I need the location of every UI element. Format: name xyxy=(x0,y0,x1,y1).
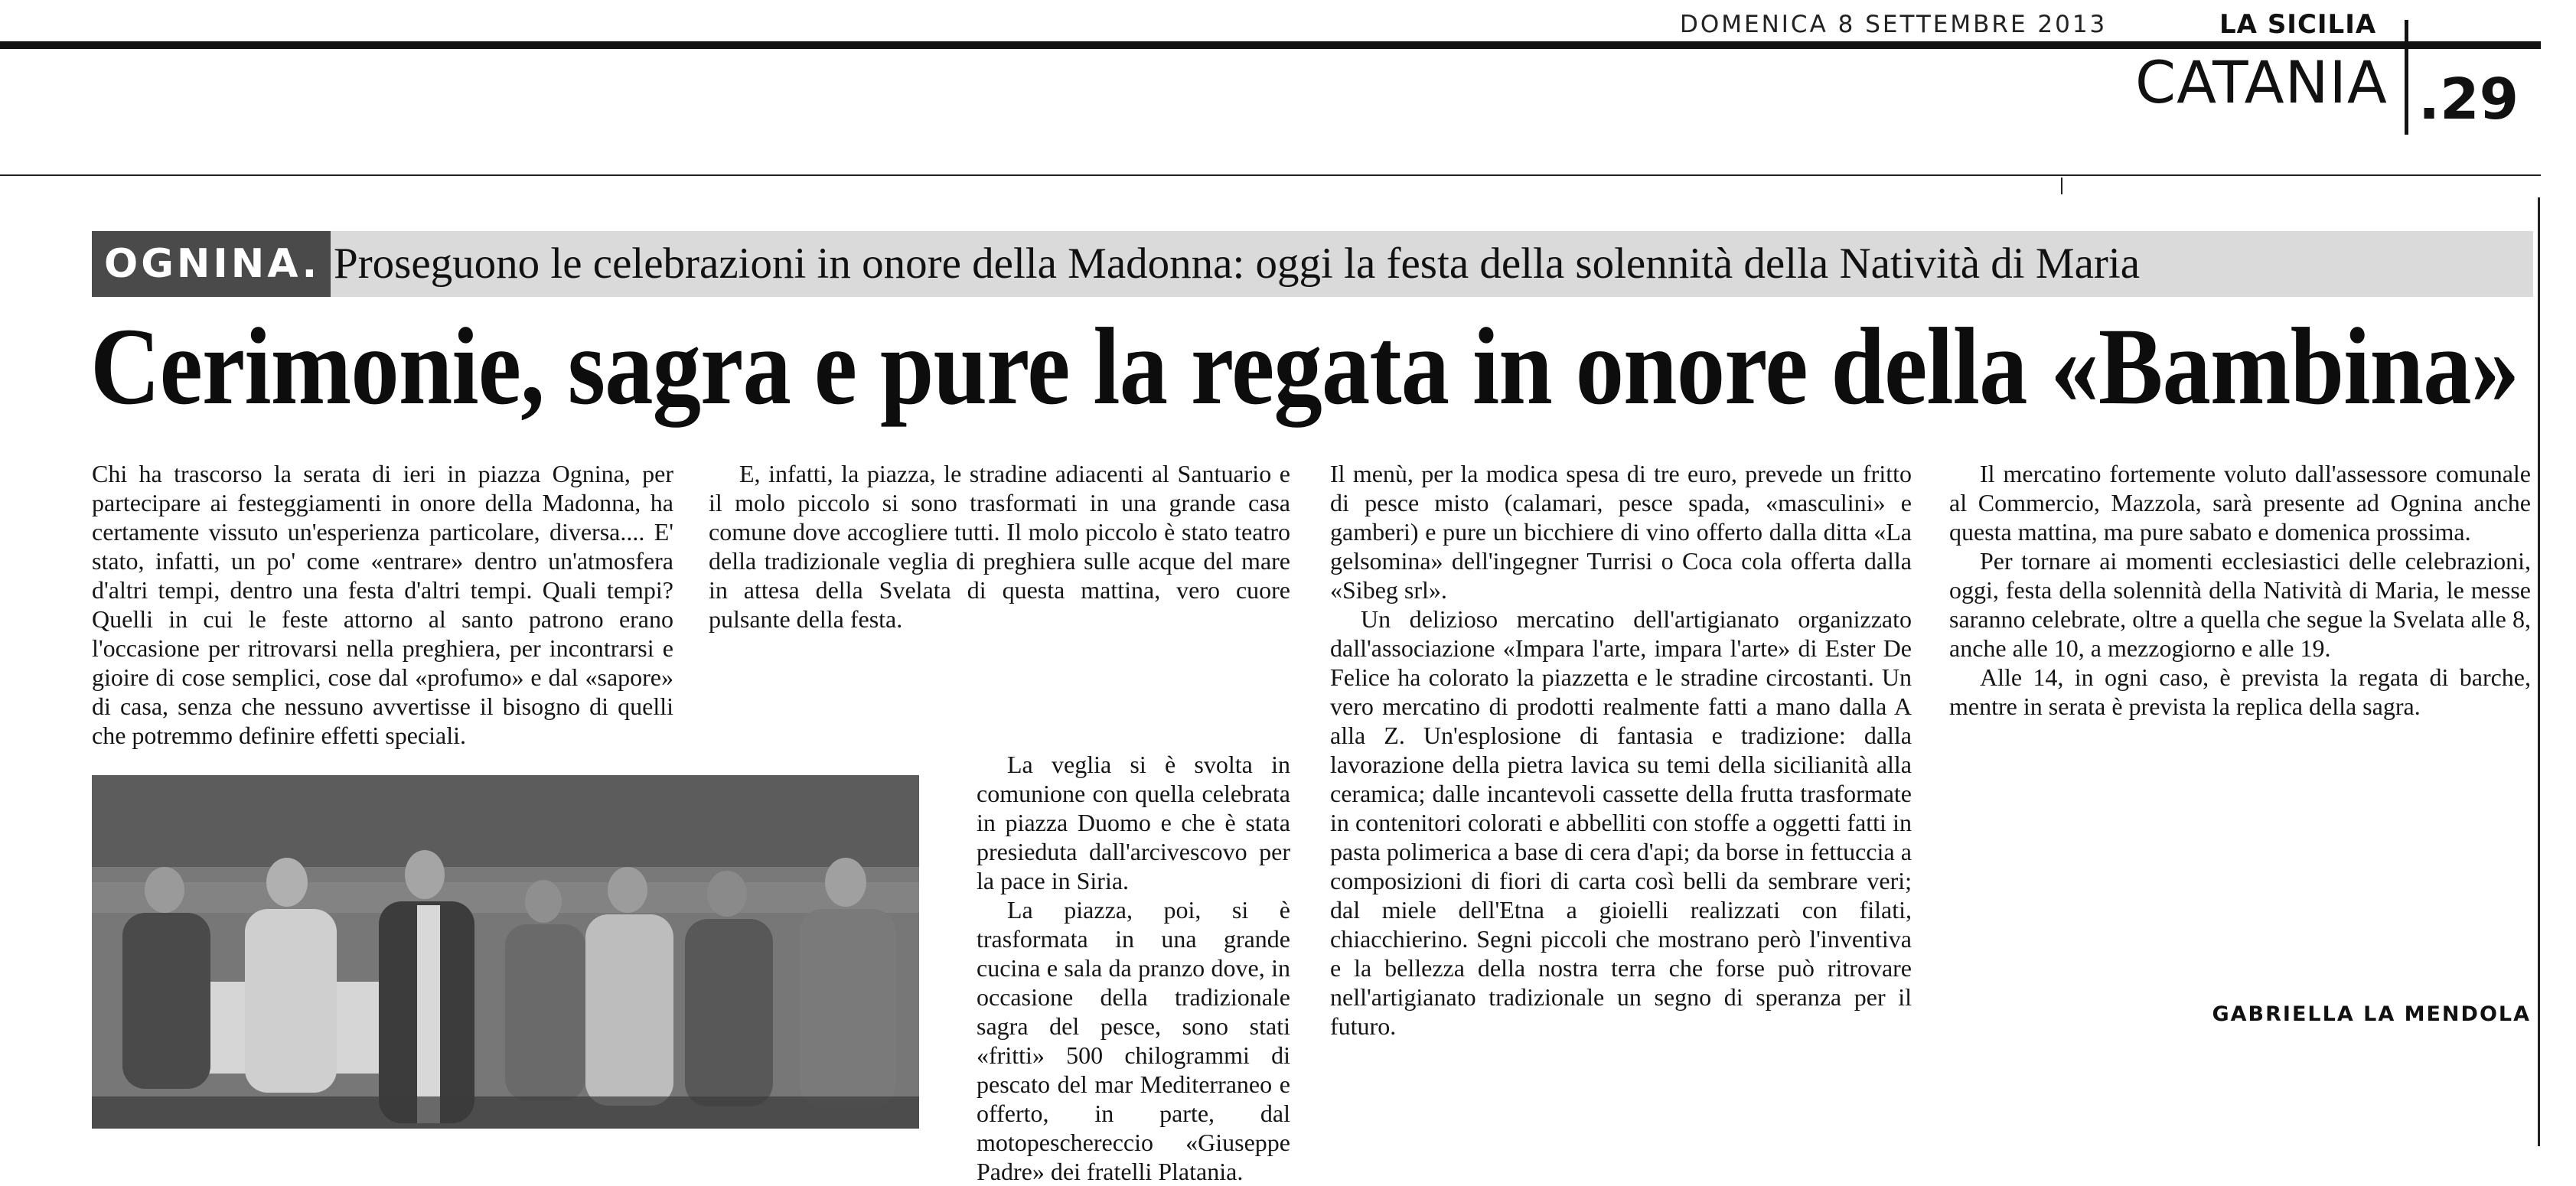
kicker-location-tag: OGNINA. xyxy=(92,231,331,297)
paragraph: La piazza, poi, si è trasformata in una grande cucina e sala da pranzo dove, in occasione della tradizionale sagra del pesce, sono stati «fritti» 500 chilogrammi di pescato del mar Mediterraneo e offerto, in parte, dal motopeschereccio «Giuseppe Padre» dei fratelli Platania. xyxy=(977,896,1290,1185)
paragraph: Chi ha trascorso la serata di ieri in piazza Ognina, per partecipare ai festeggiamenti in onore della Madonna, ha certamente vissuto un'esperienza particolare, diversa.... E' stato, infatti, un po' come «entrare» dentro un'atmosfera d'altri tempi, dentro una festa d'altri tempi. Quali tempi? Quelli in cui le feste attorno al santo patrono erano l'occasione per ritrovarsi nella preghiera, per incontrarsi e gioire di cose semplici, cose dal «profumo» e dal «sapore» di casa, senza che nessuno avvertisse il bisogno di quelli che potremmo definire effetti speciali. xyxy=(92,460,673,749)
paragraph: La veglia si è svolta in comunione con quella celebrata in piazza Duomo e che è stata presieduta dall'arcivescovo per la pace in Siria. xyxy=(977,751,1290,894)
newspaper-name: LA SICILIA xyxy=(2219,9,2377,40)
page-number: .29 xyxy=(2418,67,2519,132)
section-name: CATANIA xyxy=(2135,48,2388,116)
author-byline: GABRIELLA LA MENDOLA xyxy=(2212,1002,2531,1026)
article-column-4 xyxy=(1949,459,2531,721)
article-photo xyxy=(92,775,919,1129)
article-column-2-lower xyxy=(977,750,1290,1186)
paragraph: E, infatti, la piazza, le stradine adiacenti al Santuario e il molo piccolo si sono trasformati in una grande casa comune dove accogliere tutti. Il molo piccolo è stato teatro della tradizionale veglia di preghiera sulle acque del mare in attesa della Svelata di questa mattina, vero cuore pulsante della festa. xyxy=(709,460,1290,633)
kicker-text: Proseguono le celebrazioni in onore della Madonna: oggi la festa della solennità della Natività di Maria xyxy=(334,239,2140,288)
article-headline: Cerimonie, sagra e pure la regata in onore della «Bambina» xyxy=(90,306,2519,428)
page-right-rule xyxy=(2538,197,2540,1146)
edition-date: DOMENICA 8 SETTEMBRE 2013 xyxy=(1680,11,2108,38)
column-tick xyxy=(2061,178,2062,194)
header-bottom-rule xyxy=(0,174,2541,176)
article-column-2 xyxy=(709,459,1290,634)
article-column-3 xyxy=(1330,459,1912,1041)
paragraph: Il mercatino fortemente voluto dall'assessore comunale al Commercio, Mazzola, sarà presente ad Ognina anche questa mattina, ma pure sabato e domenica prossima. xyxy=(1949,460,2531,546)
article-column-1 xyxy=(92,459,673,750)
kicker-bar xyxy=(92,231,2533,297)
header-divider xyxy=(2405,20,2408,135)
photo-people-illustration xyxy=(92,775,919,1129)
paragraph: Il menù, per la modica spesa di tre euro, prevede un fritto di pesce misto (calamari, pesce spada, «masculini» e gamberi) e pure un bicchiere di vino offerto dalla ditta «La gelsomina» dell'ingegner Turrisi o Coca cola offerta dalla «Sibeg srl». xyxy=(1330,460,1912,604)
paragraph: Per tornare ai momenti ecclesiastici delle celebrazioni, oggi, festa della solennità della Natività di Maria, le messe saranno celebrate, oltre a quella che segue la Svelata alle 8, anche alle 10, a mezzogiorno e alle 19. xyxy=(1949,547,2531,662)
paragraph: Alle 14, in ogni caso, è prevista la regata di barche, mentre in serata è prevista la replica della sagra. xyxy=(1949,663,2531,720)
paragraph: Un delizioso mercatino dell'artigianato organizzato dall'associazione «Impara l'arte, impara l'arte» di Ester De Felice ha colorato la piazzetta e le stradine circostanti. Un vero mercatino di prodotti realmente fatti a mano dalla A alla Z. Un'esplosione di fantasia e tradizione: dalla lavorazione della pietra lavica su temi della sicilianità alla ceramica; dalle incantevoli cassette della frutta trasformate in contenitori colorati e abbelliti con stoffe a oggetti fatti in pasta polimerica a base di cera d'api; da borse in fettuccia a composizioni di fiori di carta così belli da sembrare veri; dal miele dell'Etna a gioielli realizzati con filati, chiacchierino. Segni piccoli che mostrano però l'inventiva e la bellezza della nostra terra che forse può ritrovare nell'artigianato tradizionale un segno di speranza per il futuro. xyxy=(1330,605,1912,1040)
